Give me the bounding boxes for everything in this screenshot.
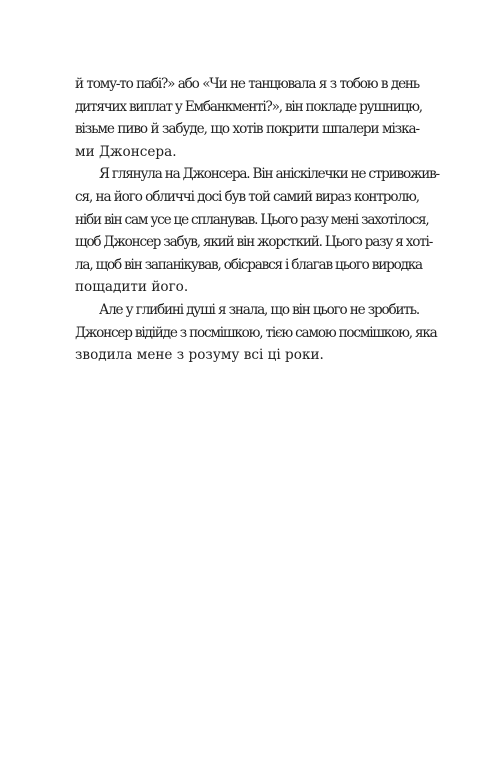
text-line: ла, щоб він запанікував, обісрався і благав цього виродка [75,256,422,273]
text-line: щоб Джонсер забув, який він жорсткий. Цього разу я хоті- [75,234,433,251]
text-line: ся, на його обличчі досі був той самий вираз контролю, [75,188,419,205]
text-line: дитячих виплат у Ембанкменті?», він покладе рушницю, [75,98,422,115]
text-line: й тому-то пабі?» або «Чи не танцювала я з тобою в день [75,76,419,92]
text-line: пощадити його. [75,279,189,296]
text-line: ніби він сам усе це спланував. Цього разу мені захотілося, [75,211,429,228]
text-line: візьме пиво й забуде, що хотів покрити шпалери мізка- [75,121,419,138]
text-line: Я глянула на Джонсера. Він аніскілечки не стривожив- [99,166,439,183]
text-line: Джонсер відійде з посмішкою, тією самою посмішкою, яка [75,324,437,341]
text-line: ми Джонсера. [75,143,177,160]
text-line: зводила мене з розуму всі ці роки. [75,347,324,364]
body-text [75,73,439,367]
text-line: Але у глибині душі я знала, що він цього не зробить. [99,301,419,318]
